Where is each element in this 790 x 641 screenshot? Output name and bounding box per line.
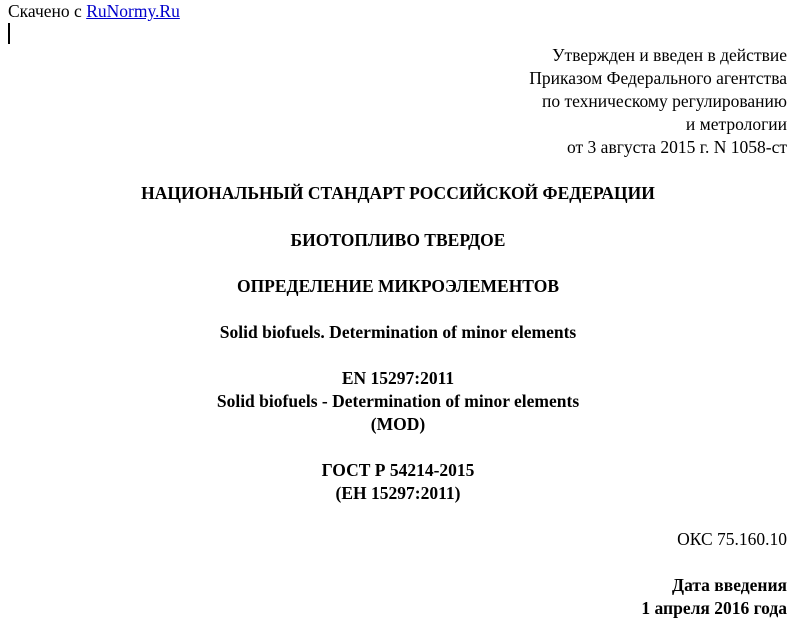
intro-date-label: Дата введения [672, 575, 787, 595]
approval-line-2: Приказом Федерального агентства [529, 68, 787, 88]
standard-name-line-1: БИОТОПЛИВО ТВЕРДОЕ [290, 230, 506, 250]
intro-date-value: 1 апреля 2016 года [641, 598, 787, 618]
approval-line-3: по техническому регулированию [541, 91, 787, 111]
eh-code: (ЕН 15297:2011) [335, 483, 461, 503]
modification-note: (MOD) [370, 414, 426, 434]
source-prefix: Скачено с [8, 1, 82, 21]
text-cursor [8, 23, 10, 44]
approval-line-5: от 3 августа 2015 г. N 1058-ст [567, 137, 787, 157]
en-title: Solid biofuels - Determination of minor elements [216, 391, 580, 411]
standard-type-heading: НАЦИОНАЛЬНЫЙ СТАНДАРТ РОССИЙСКОЙ ФЕДЕРАЦИИ [141, 183, 655, 203]
approval-block [529, 44, 787, 159]
source-line [8, 1, 180, 21]
en-code: EN 15297:2011 [341, 368, 455, 388]
okc-code: ОКС 75.160.10 [677, 529, 787, 549]
approval-line-1: Утвержден и введен в действие [552, 45, 787, 65]
source-link[interactable]: RuNormy.Ru [86, 1, 180, 21]
gost-code: ГОСТ Р 54214-2015 [321, 460, 475, 480]
approval-line-4: и метрологии [685, 114, 787, 134]
english-title: Solid biofuels. Determination of minor elements [219, 322, 577, 342]
standard-name-line-2: ОПРЕДЕЛЕНИЕ МИКРОЭЛЕМЕНТОВ [236, 276, 560, 296]
